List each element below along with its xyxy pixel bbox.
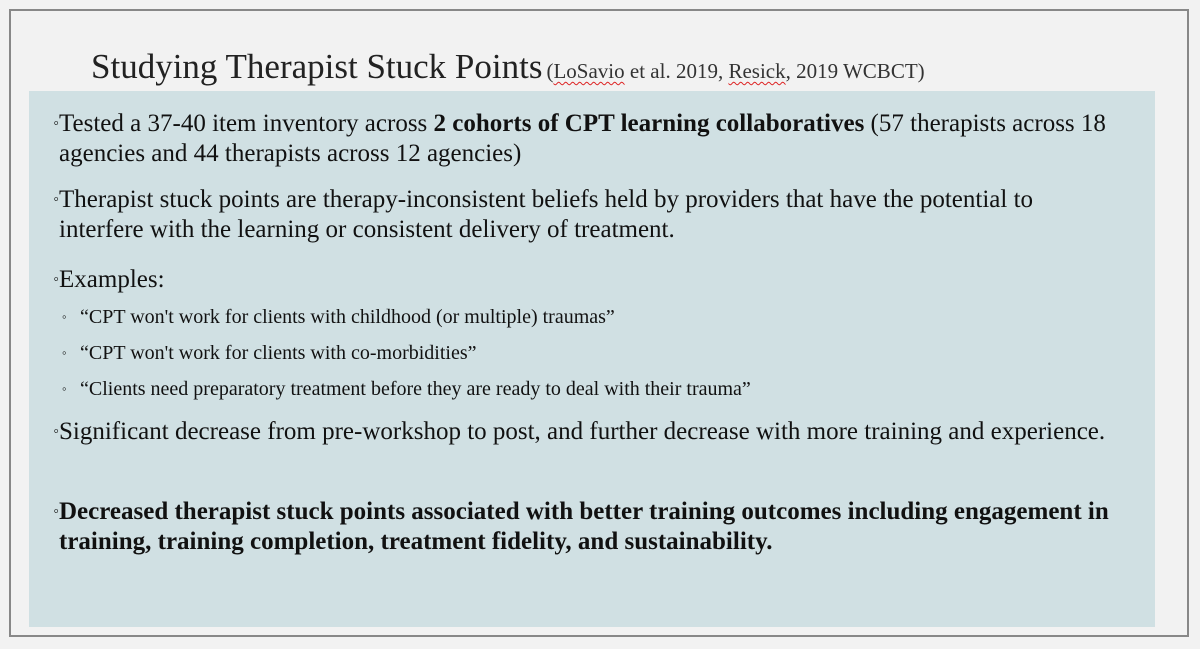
bullet-text: Decreased therapist stuck points associated with better training outcomes including engagement in training, training completion, treatment fidelity, and sustainability. — [59, 498, 1109, 555]
bullet-bold-text: 2 cohorts of CPT learning collaboratives — [433, 110, 865, 137]
bullet-marker: ◦ — [53, 423, 59, 440]
content-box — [29, 91, 1155, 627]
bullet-marker: ◦ — [53, 191, 59, 208]
title-main: Studying Therapist Stuck Points — [91, 47, 543, 86]
bullet-marker: ◦ — [53, 115, 59, 132]
sub-bullet-example — [62, 377, 751, 401]
bullet-definition — [29, 185, 1099, 245]
sub-bullet-text: “CPT won't work for clients with childhood (or multiple) traumas” — [80, 306, 615, 328]
sub-bullet-text: “Clients need preparatory treatment before they are ready to deal with their trauma” — [80, 378, 751, 400]
bullet-outcomes — [29, 497, 1109, 557]
sub-bullet-example — [62, 341, 477, 365]
sub-bullet-example — [62, 305, 615, 329]
title-citation — [546, 59, 924, 83]
bullet-marker: ◦ — [53, 271, 59, 288]
bullet-text: Therapist stuck points are therapy-inconsistent beliefs held by providers that have the potential to interfere with the learning or consistent delivery of treatment. — [59, 186, 1034, 243]
bullet-examples — [29, 265, 1129, 295]
citation-author-losavio: LoSavio — [553, 59, 625, 83]
bullet-text: Examples: — [59, 266, 165, 293]
sub-bullet-marker: ◦ — [62, 381, 67, 396]
sub-bullet-marker: ◦ — [62, 309, 67, 324]
slide — [9, 9, 1189, 637]
citation-mid: et al. 2019, — [624, 59, 729, 83]
bullet-decrease — [29, 417, 1139, 447]
bullet-text-post: (57 therapists across 18 agencies and 44 therapists across 12 agencies) — [59, 110, 1106, 167]
citation-end: , 2019 WCBCT) — [785, 59, 925, 83]
bullet-text: Tested a 37-40 item inventory across — [59, 110, 434, 137]
bullet-cohorts — [29, 109, 1139, 169]
sub-bullet-text: “CPT won't work for clients with co-morbidities” — [80, 342, 477, 364]
slide-title — [91, 47, 925, 87]
bullet-marker: ◦ — [53, 503, 59, 520]
citation-open: ( — [546, 59, 554, 83]
citation-author-resick: Resick — [728, 59, 786, 83]
bullet-text: Significant decrease from pre-workshop to post, and further decrease with more training and experience. — [59, 418, 1106, 445]
sub-bullet-marker: ◦ — [62, 345, 67, 360]
